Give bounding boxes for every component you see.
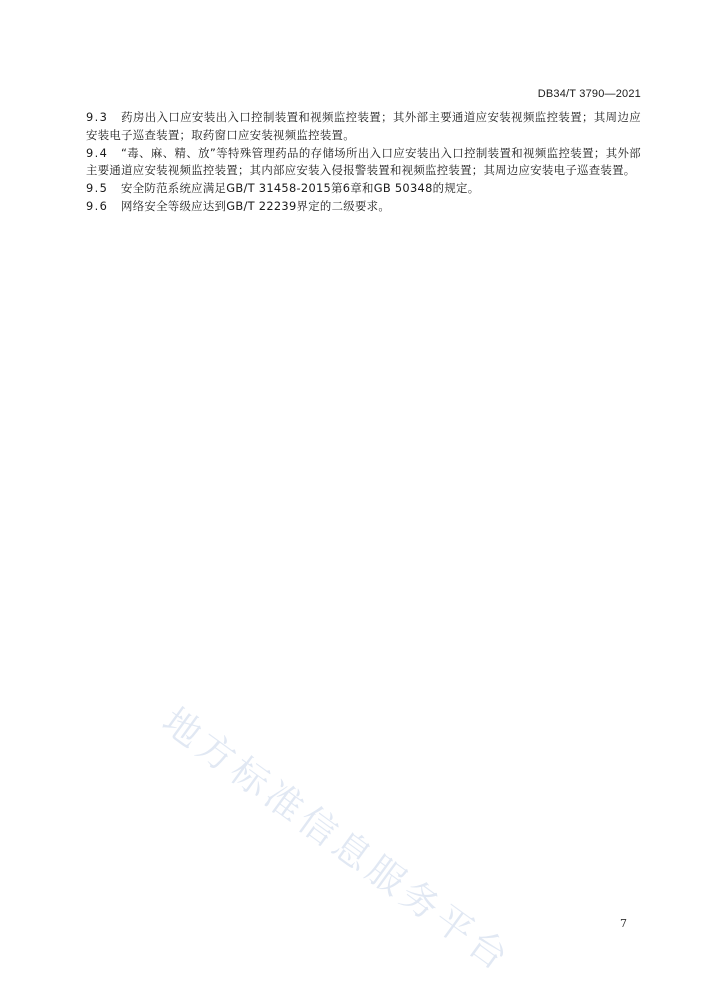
clause-text: 网络安全等级应达到GB/T 22239界定的二级要求。 [121,199,391,213]
clause-text: 安全防范系统应满足GB/T 31458-2015第6章和GB 50348的规定。 [121,181,480,195]
clause-text: “毒、麻、精、放”等特殊管理药品的存储场所出入口应安装出入口控制装置和视频监控装置；其外部主要通道应安装视频监控装置；其内部应安装入侵报警装置和视频监控装置；其周边应安装电子巡查装置。 [86,145,641,177]
page-number: 7 [620,917,627,930]
clause-text: 药房出入口应安装出入口控制装置和视频监控装置；其外部主要通道应安装视频监控装置；其周边应安装电子巡查装置；取药窗口应安装视频监控装置。 [86,110,641,142]
clause-list [86,109,641,216]
clause-number: 9.3 [86,110,109,124]
clause-9-3 [86,109,641,144]
document-code: DB34/T 3790—2021 [537,88,641,100]
clause-number: 9.4 [86,145,109,160]
clause-9-4 [86,145,641,180]
clause-number: 9.5 [86,181,109,195]
clause-9-5 [86,180,641,198]
clause-9-6 [86,198,641,216]
clause-number: 9.6 [86,199,109,213]
watermark: 地方标准信息服务平台 [154,699,520,981]
